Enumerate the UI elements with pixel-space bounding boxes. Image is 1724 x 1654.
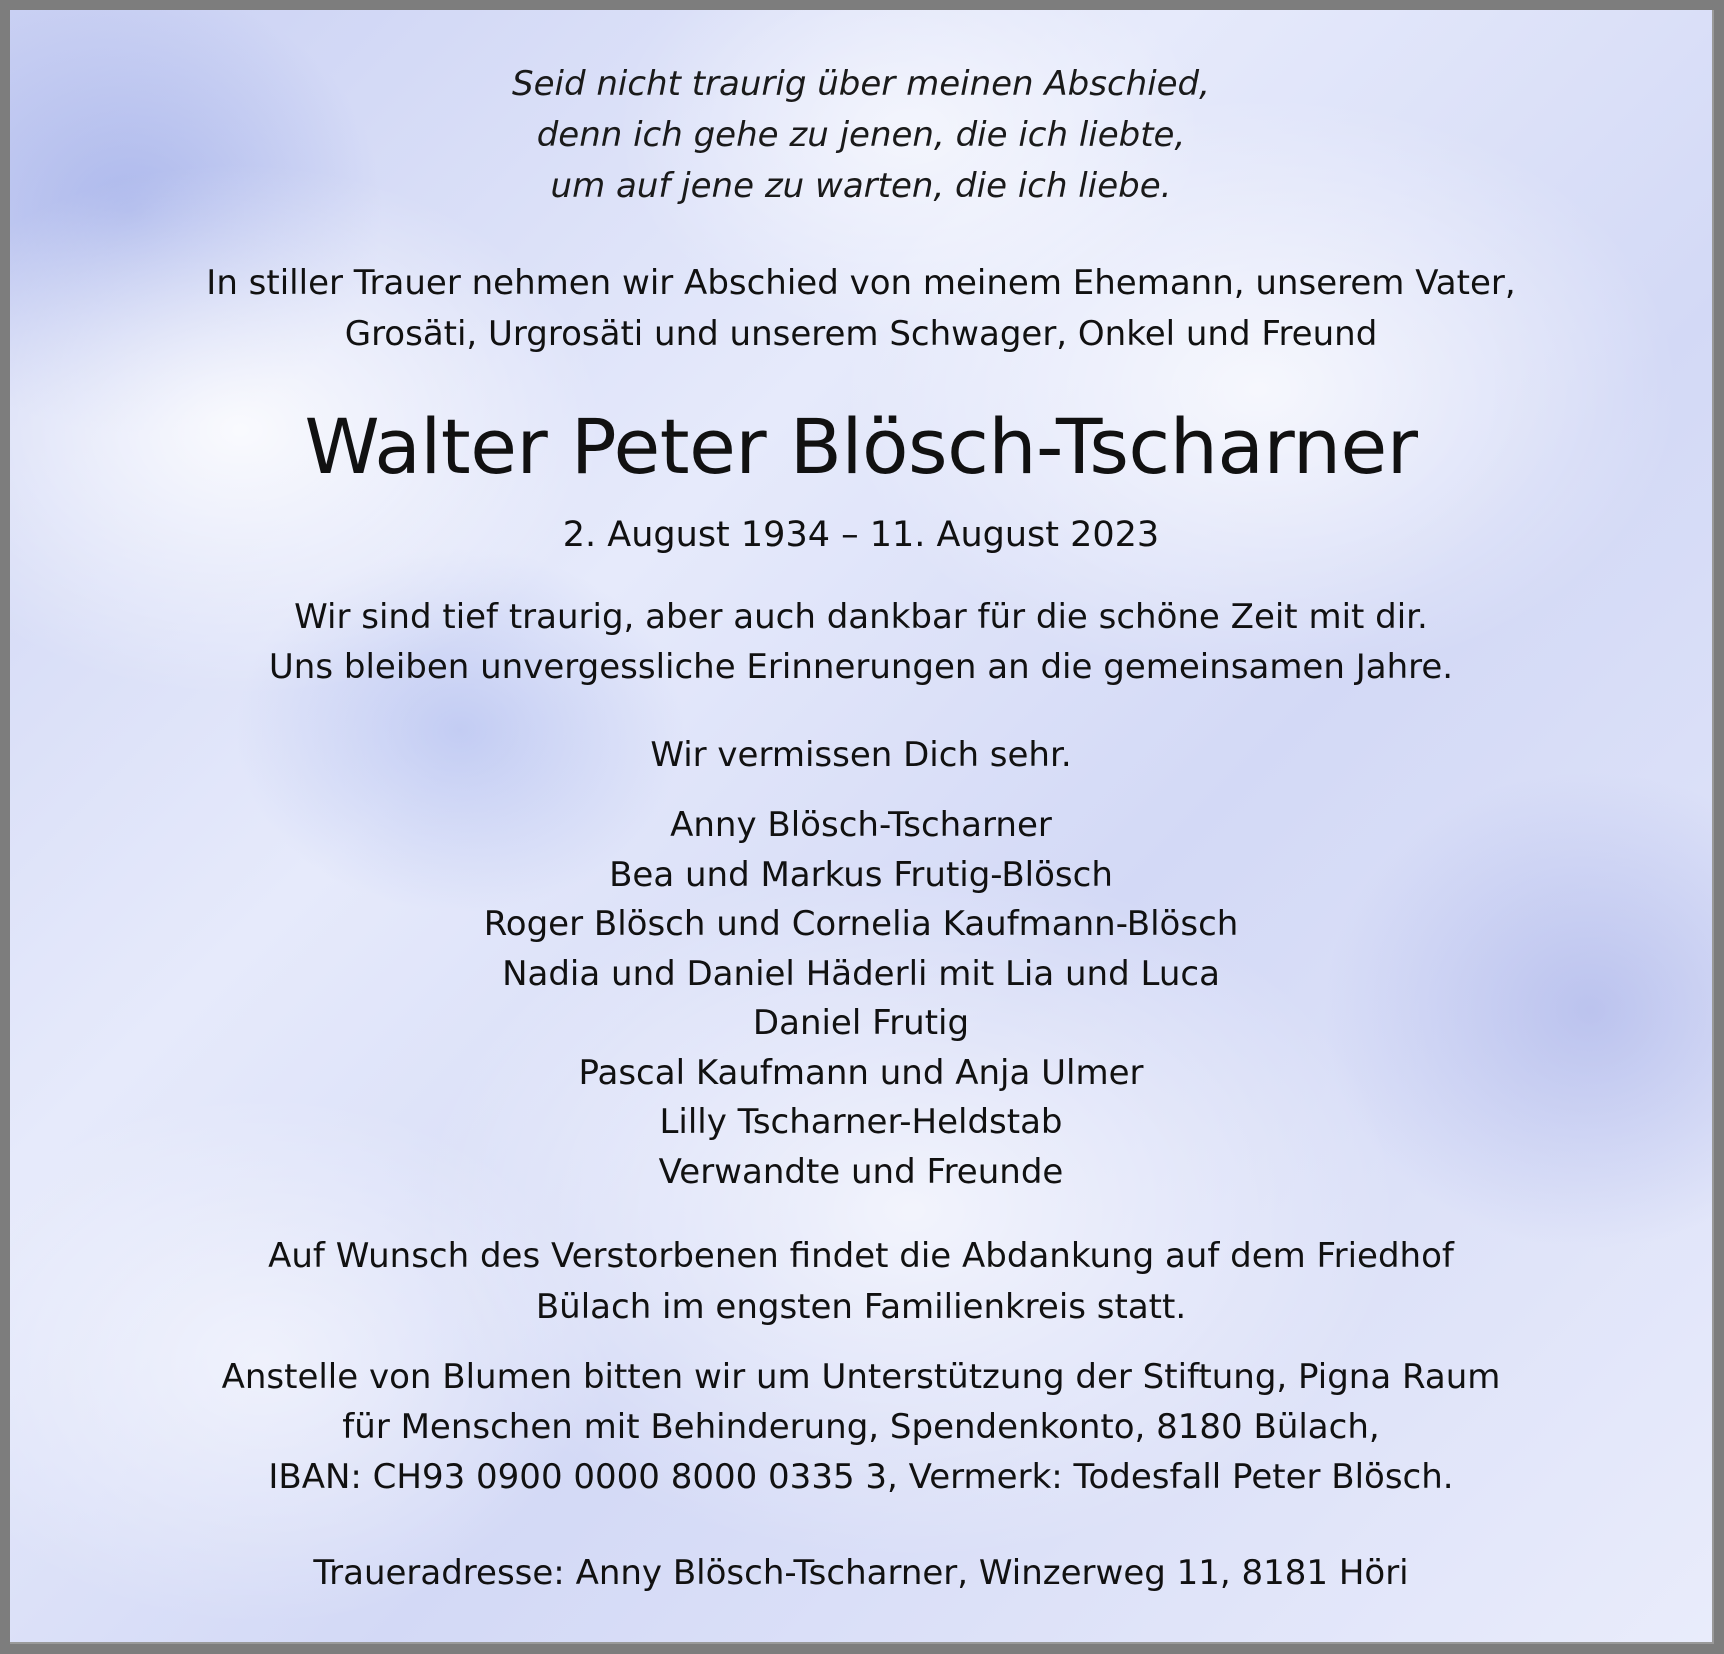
deceased-name: Walter Peter Blösch-Tscharner	[304, 402, 1418, 491]
funeral-line: Bülach im engsten Familienkreis statt.	[535, 1287, 1187, 1327]
mourners-list	[10, 801, 1712, 1197]
mourner-entry: Lilly Tscharner-Heldstab	[659, 1102, 1063, 1142]
verse-block	[10, 59, 1712, 212]
verse-line: um auf jene zu warten, die ich liebe.	[550, 166, 1172, 206]
intro-line: Grosäti, Urgrosäti und unserem Schwager, Onkel und Freund	[344, 314, 1378, 354]
life-dates: 2. August 1934 – 11. August 2023	[562, 515, 1160, 555]
donation-notice	[10, 1352, 1712, 1502]
miss-line: Wir vermissen Dich sehr.	[650, 735, 1072, 775]
mourner-entry: Bea und Markus Frutig-Blösch	[609, 854, 1113, 895]
verse-line: Seid nicht traurig über meinen Abschied,	[512, 64, 1210, 104]
mourner-entry: Anny Blösch-Tscharner	[670, 805, 1052, 845]
mourning-address: Traueradresse: Anny Blösch-Tscharner, Winzerweg 11, 8181 Höri	[313, 1553, 1409, 1593]
thanks-line: Uns bleiben unvergessliche Erinnerungen an die gemeinsamen Jahre.	[268, 647, 1454, 687]
funeral-notice	[10, 1231, 1712, 1333]
thanks-line: Wir sind tief traurig, aber auch dankbar für die schöne Zeit mit dir.	[294, 597, 1428, 637]
donation-line: für Menschen mit Behinderung, Spendenkonto, 8180 Bülach,	[342, 1407, 1380, 1447]
donation-line: Anstelle von Blumen bitten wir um Unterstützung der Stiftung, Pigna Raum	[221, 1357, 1501, 1397]
mourner-entry: Nadia und Daniel Häderli mit Lia und Luca	[502, 953, 1220, 994]
verse-line: denn ich gehe zu jenen, die ich liebte,	[536, 115, 1186, 155]
mourner-entry: Daniel Frutig	[752, 1003, 970, 1043]
mourner-entry: Roger Blösch und Cornelia Kaufmann-Blösch	[483, 904, 1239, 944]
intro-line: In stiller Trauer nehmen wir Abschied von meinem Ehemann, unserem Vater,	[206, 263, 1516, 303]
mourner-entry: Verwandte und Freunde	[658, 1151, 1064, 1192]
mourner-entry: Pascal Kaufmann und Anja Ulmer	[578, 1052, 1144, 1093]
thanks-block	[10, 592, 1712, 692]
obituary-card	[10, 10, 1714, 1644]
funeral-line: Auf Wunsch des Verstorbenen findet die Abdankung auf dem Friedhof	[268, 1236, 1454, 1276]
donation-line: IBAN: CH93 0900 0000 8000 0335 3, Vermerk: Todesfall Peter Blösch.	[268, 1457, 1454, 1497]
intro-block	[10, 258, 1712, 360]
